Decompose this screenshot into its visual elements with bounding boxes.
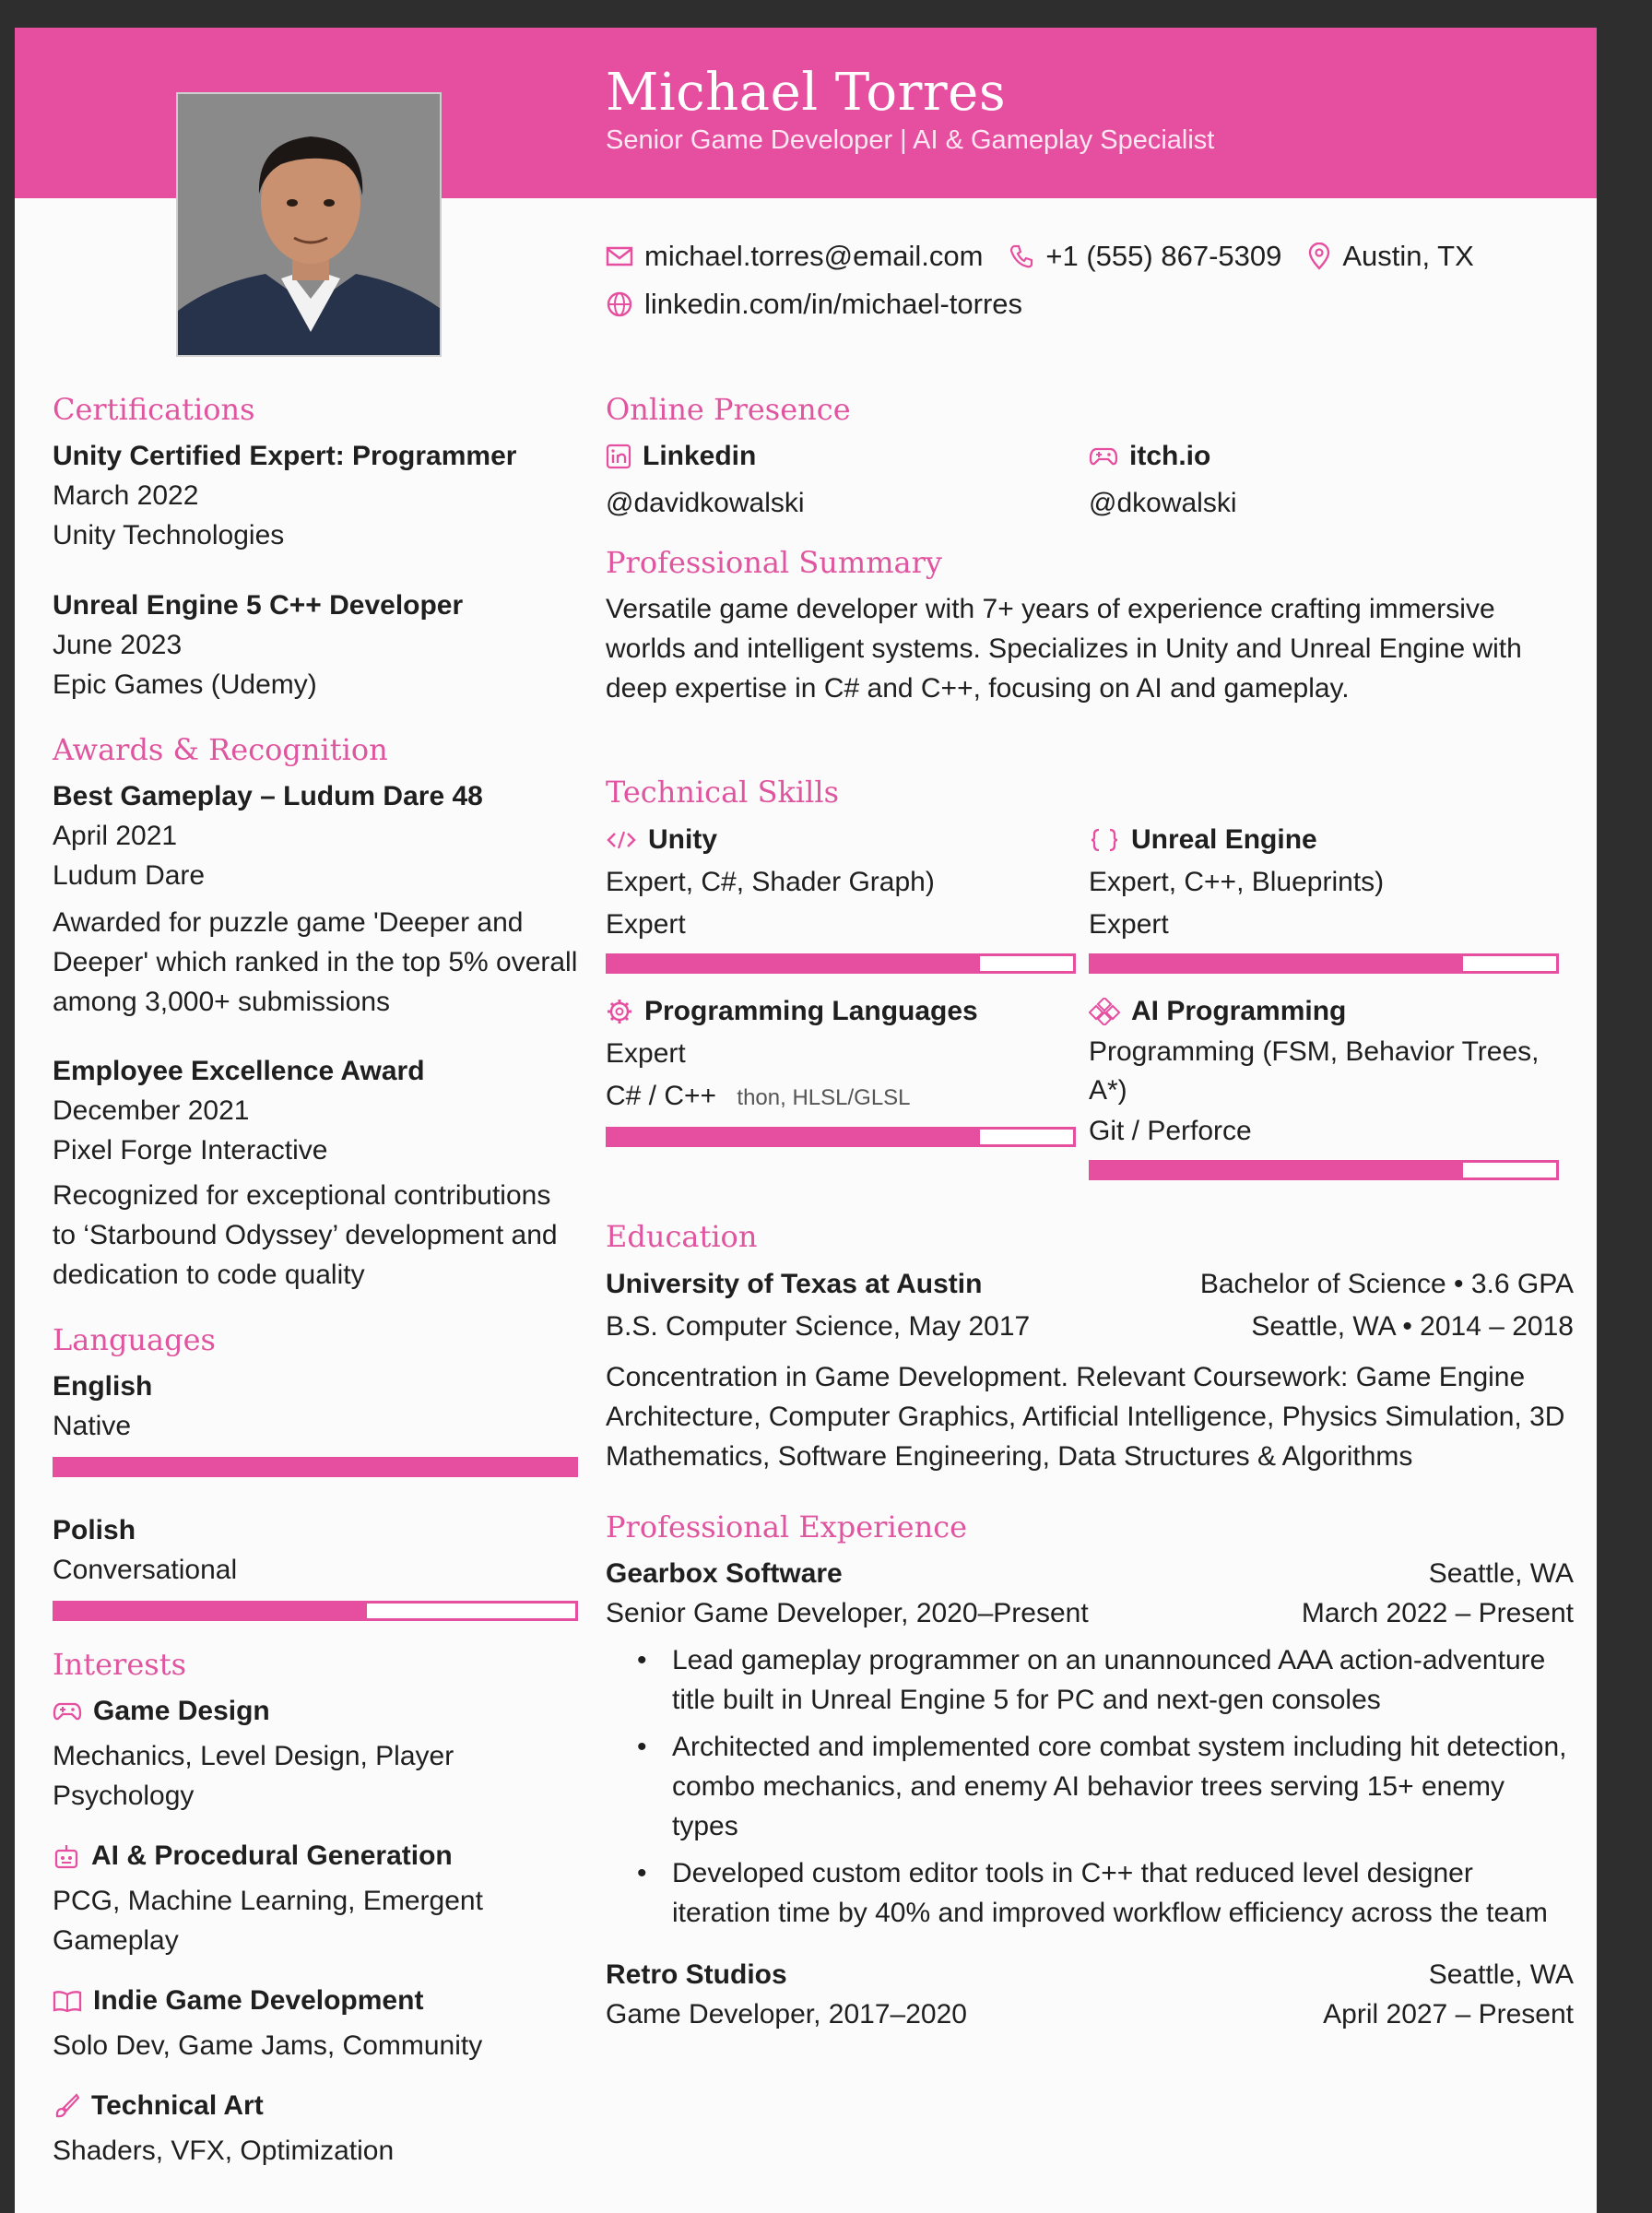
language-level: Native [53,1411,132,1441]
interest-desc: Shaders, VFX, Optimization [53,2136,395,2166]
interest-name: Technical Art [91,2090,264,2121]
interest-heading [53,1836,578,1876]
skill-detail: Git / Perforce [1089,1116,1252,1146]
online-platform-row [1089,436,1559,476]
contact-row-1 [606,240,1500,273]
contact-row-2 [606,288,1048,321]
online-platform: Linkedin [643,441,757,471]
language-item [53,1510,578,1621]
interest-heading [53,1691,578,1731]
awards-section [53,732,578,1295]
award-org: Pixel Forge Interactive [53,1135,328,1166]
skill-detail: Expert, C++, Blueprints) [1089,867,1385,897]
award-item [53,1051,578,1295]
skill-detail: Programming (FSM, Behavior Trees, A*) [1089,1036,1540,1106]
interests-title: Interests [53,1647,186,1682]
interest-item [53,1691,578,1816]
cert-issuer: Unity Technologies [53,520,285,550]
language-level-bar [53,1457,578,1477]
experience-section [606,1509,1574,2034]
avatar-image [178,94,442,357]
award-org: Ludum Dare [53,860,206,891]
online-presence-grid [606,436,1574,523]
cert-item [53,586,578,704]
right-column [606,392,1574,2034]
contact-linkedin[interactable] [606,288,1022,321]
education-location-dates: Seattle, WA • 2014 – 2018 [1251,1311,1574,1342]
education-row-2 [606,1306,1574,1348]
skill-level: Expert [1089,909,1169,940]
skill-level-bar [1089,1160,1559,1180]
job-location: Seattle, WA [1428,1558,1574,1589]
job-company: Gearbox Software [606,1558,843,1589]
skill-level-bar [606,1127,1076,1147]
skill-name: AI Programming [1131,996,1347,1026]
skill-level-fill [608,1130,980,1144]
job-item [606,1554,1574,1933]
skill-detail-faded: thon, HLSL/GLSL [737,1085,911,1110]
mail-icon [606,246,633,266]
phone-text: +1 (555) 867-5309 [1045,240,1282,272]
job-row-2 [606,1593,1574,1633]
cert-item [53,436,578,555]
cert-issuer: Epic Games (Udemy) [53,669,317,700]
online-item-linkedin[interactable] [606,436,1076,523]
gear-icon [606,998,633,1025]
cert-name: Unreal Engine 5 C++ Developer [53,590,464,621]
skill-heading [1089,990,1559,1033]
robot-icon [53,1842,80,1870]
skill-name: Unreal Engine [1131,824,1317,855]
interest-item [53,1981,578,2065]
job-bullets [606,1640,1574,1933]
skill-item [606,819,1076,974]
languages-section [53,1322,578,1621]
skill-detail-main: C# / C++ [606,1081,717,1111]
job-dates: March 2022 – Present [1301,1598,1574,1628]
linkedin-icon [606,444,631,469]
interest-desc: Solo Dev, Game Jams, Community [53,2030,483,2061]
languages-title: Languages [53,1322,216,1357]
skills-title: Technical Skills [606,775,840,810]
left-column [53,392,578,2171]
skill-item [1089,990,1559,1180]
code-icon [606,829,637,851]
cert-date: March 2022 [53,480,199,511]
summary-title: Professional Summary [606,545,942,580]
profile-photo [176,92,442,357]
online-platform: itch.io [1129,441,1211,471]
job-role: Senior Game Developer, 2020–Present [606,1598,1089,1628]
interest-desc: PCG, Machine Learning, Emergent Gameplay [53,1886,483,1956]
online-presence-title: Online Presence [606,392,851,427]
language-level-bar [53,1601,578,1621]
skill-name: Programming Languages [644,996,978,1026]
skill-item [606,990,1076,1180]
award-item [53,776,578,1022]
skill-item [1089,819,1559,974]
award-date: December 2021 [53,1095,250,1126]
language-name: Polish [53,1515,136,1545]
language-level-fill [55,1460,575,1474]
award-date: April 2021 [53,821,178,851]
linkedin-text: linkedin.com/in/michael-torres [644,288,1023,320]
skills-section [606,775,1574,1180]
job-bullet: • Lead gameplay programmer on an unannounced AAA action-adventure title built in Unreal Engine 5 for PC and next-gen consoles [637,1640,1574,1720]
candidate-subtitle: Senior Game Developer | AI & Gameplay Specialist [606,125,1215,155]
online-presence-section [606,392,1574,523]
cert-name: Unity Certified Expert: Programmer [53,441,517,471]
braces-icon [1089,827,1120,853]
skill-detail: Expert, C#, Shader Graph) [606,867,935,897]
education-desc: Concentration in Game Development. Relevant Coursework: Game Engine Architecture, Computer Graphics, Artificial Intelligence, Physics Simulation, 3D Mathematics, Software Engineering, Data Structures & Algorithms [606,1362,1565,1472]
skill-level-fill [1092,956,1463,971]
skill-level-bar [606,953,1076,974]
gamepad-icon [1089,445,1118,467]
candidate-name: Michael Torres [606,63,1007,123]
interest-name: Game Design [93,1696,270,1726]
location-text: Austin, TX [1342,240,1474,272]
network-icon [1089,998,1120,1025]
phone-icon [1009,243,1034,269]
award-name: Best Gameplay – Ludum Dare 48 [53,781,483,811]
contact-location [1307,240,1473,273]
job-role: Game Developer, 2017–2020 [606,1999,967,2030]
language-item [53,1367,578,1477]
language-level: Conversational [53,1555,238,1585]
online-item-itchio[interactable] [1089,436,1559,523]
education-row-1 [606,1263,1574,1306]
job-row-2 [606,1994,1574,2034]
award-desc: Recognized for exceptional contributions to ‘Starbound Odyssey’ development and dedication to code quality [53,1180,558,1290]
interest-heading [53,2086,578,2125]
interest-item [53,1836,578,1960]
online-platform-row [606,436,1076,476]
paintbrush-icon [53,2092,80,2120]
book-icon [53,1989,82,2013]
contact-phone[interactable] [1009,240,1281,273]
summary-text: Versatile game developer with 7+ years of experience crafting immersive worlds and intelligent systems. Specializes in Unity and Unreal Engine with deep expertise in C# and C++, focusing on AI and gameplay. [606,594,1522,704]
skill-level: Expert [606,909,686,940]
skill-level-bar [1089,953,1559,974]
skill-detail [606,1075,1076,1119]
education-title: Education [606,1219,758,1254]
skill-heading [606,990,1076,1033]
skill-name: Unity [648,824,717,855]
online-handle: @dkowalski [1089,488,1237,518]
certifications-title: Certifications [53,392,255,427]
language-level-fill [55,1604,367,1618]
education-school: University of Texas at Austin [606,1269,983,1299]
awards-title: Awards & Recognition [53,732,388,767]
online-handle: @davidkowalski [606,488,805,518]
interest-item [53,2086,578,2171]
email-text: michael.torres@email.com [644,240,984,272]
job-dates: April 2027 – Present [1323,1999,1574,2030]
job-location: Seattle, WA [1428,1959,1574,1990]
job-bullet: • Developed custom editor tools in C++ that reduced level designer iteration time by 40% and improved workflow efficiency across the team [637,1853,1574,1933]
award-desc: Awarded for puzzle game 'Deeper and Deeper' which ranked in the top 5% overall among 3,000+ submissions [53,907,578,1017]
cert-date: June 2023 [53,630,183,660]
job-row-1 [606,1554,1574,1593]
job-company: Retro Studios [606,1959,787,1990]
interests-section [53,1647,578,2171]
skill-level: Expert [606,1038,686,1069]
job-item [606,1955,1574,2034]
location-pin-icon [1307,243,1331,270]
gamepad-icon [53,1700,82,1722]
interest-name: Indie Game Development [93,1985,424,2016]
experience-title: Professional Experience [606,1509,968,1544]
skill-level-fill [1092,1163,1463,1178]
summary-section [606,545,1574,708]
skills-grid [606,819,1574,1180]
globe-icon [606,290,633,318]
education-degree: B.S. Computer Science, May 2017 [606,1311,1031,1342]
interest-name: AI & Procedural Generation [91,1840,453,1871]
skill-heading [1089,819,1559,861]
certifications-section [53,392,578,704]
education-section [606,1219,1574,1476]
language-name: English [53,1371,153,1402]
interest-heading [53,1981,578,2020]
job-bullet: • Architected and implemented core combat system including hit detection, combo mechanics, and enemy AI behavior trees serving 15+ enemy types [637,1727,1574,1846]
skill-heading [606,819,1076,861]
contact-email[interactable] [606,240,983,273]
award-name: Employee Excellence Award [53,1056,425,1086]
education-degree-gpa: Bachelor of Science • 3.6 GPA [1199,1269,1574,1299]
job-row-1 [606,1955,1574,1994]
interest-desc: Mechanics, Level Design, Player Psychology [53,1741,454,1811]
skill-level-fill [608,956,980,971]
resume-page [15,28,1597,2213]
